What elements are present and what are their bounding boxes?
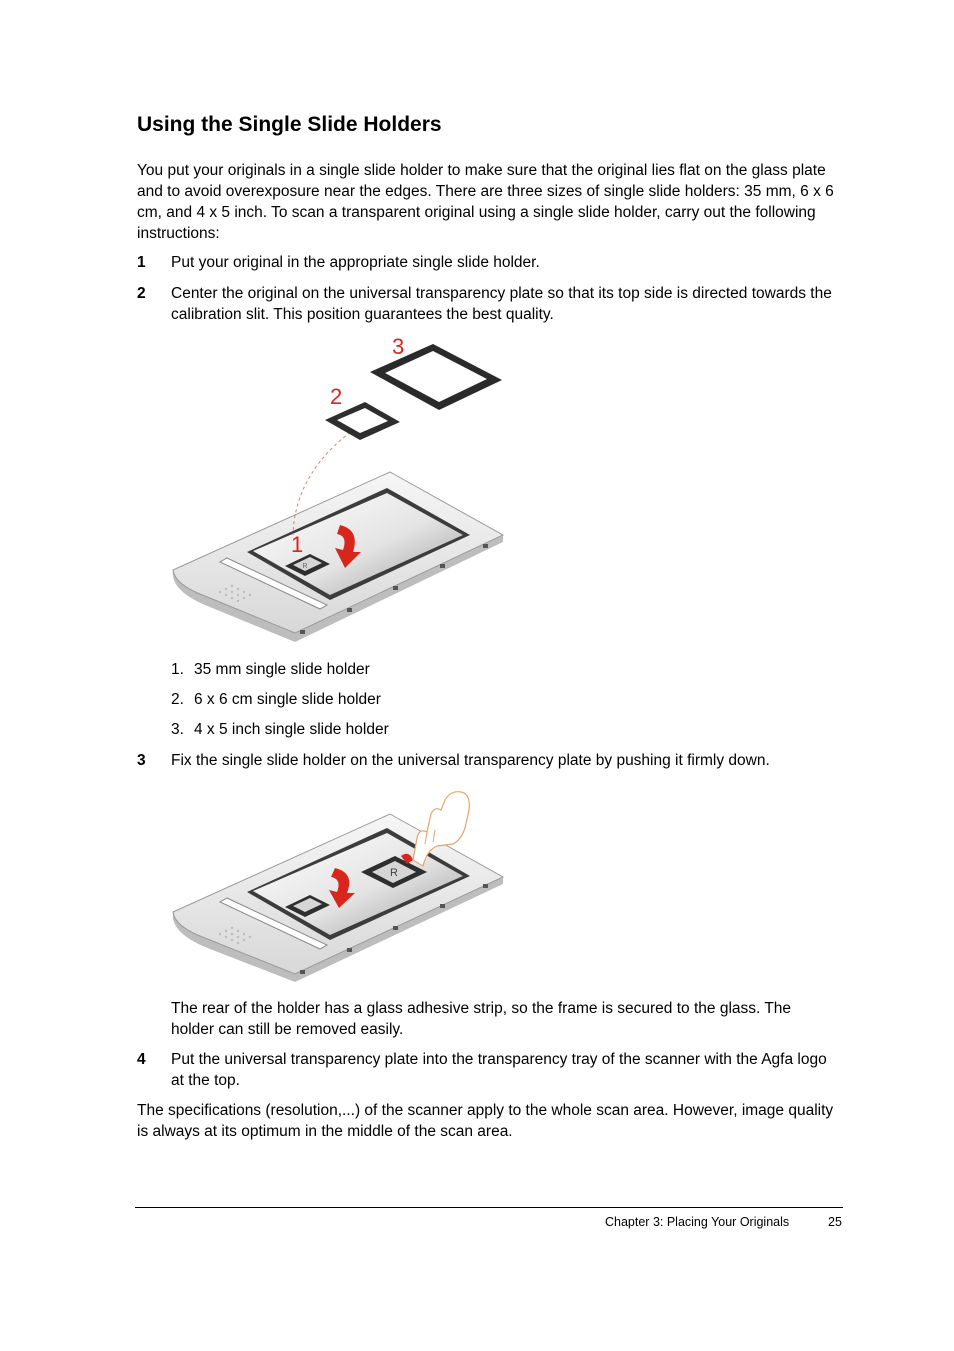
closing-paragraph: The specifications (resolution,...) of the scanner apply to the whole scan area. However, image quality is always at its optimum in the middle of the scan area. [137, 1102, 834, 1140]
intro-paragraph: You put your originals in a single slide holder to make sure that the original lies flat on the glass plate and to avoid overexposure near the edges. There are three sizes of single slide holders: 35 mm, 6 x 6 cm, and 4 x 5 inch. To scan a transparent original using a single slide holder, carry out the following instructions: [137, 162, 834, 242]
slide-letter-2: R [390, 867, 398, 879]
footer-chapter: Chapter 3: Placing Your Originals [605, 1215, 790, 1229]
4x5-holder [370, 344, 502, 410]
caption-1-number: 1. [171, 661, 184, 678]
footer-page-number: 25 [828, 1215, 842, 1229]
caption-3-text: 4 x 5 inch single slide holder [194, 721, 389, 738]
step-4-text: Put the universal transparency plate into the transparency tray of the scanner with the Agfa logo at the top. [171, 1051, 827, 1089]
note-paragraph: The rear of the holder has a glass adhesive strip, so the frame is secured to the glass. The holder can still be removed easily. [171, 1000, 792, 1038]
caption-2-number: 2. [171, 691, 184, 708]
step-3-text: Fix the single slide holder on the universal transparency plate by pushing it firmly down. [171, 752, 770, 769]
step-2-number: 2 [137, 285, 146, 302]
slide-letter-1: R [302, 563, 308, 570]
slide-holders-figure [165, 330, 515, 648]
callout-3: 3 [392, 334, 405, 359]
caption-2-text: 6 x 6 cm single slide holder [194, 691, 381, 708]
callout-2: 2 [330, 384, 343, 409]
caption-1-text: 35 mm single slide holder [194, 661, 370, 678]
caption-1 [171, 659, 370, 680]
step-2-text: Center the original on the universal transparency plate so that its top side is directed towards the calibration slit. This position guarantees the best quality. [171, 285, 832, 323]
step-4-number: 4 [137, 1051, 146, 1068]
caption-2 [171, 689, 381, 710]
page-title: Using the Single Slide Holders [137, 113, 442, 136]
footer-rule [135, 1207, 843, 1208]
step-3-number: 3 [137, 752, 146, 769]
step-1-number: 1 [137, 254, 146, 271]
callout-1: 1 [291, 532, 304, 557]
push-holder-figure [165, 780, 515, 988]
caption-3-number: 3. [171, 721, 184, 738]
step-1-text: Put your original in the appropriate single slide holder. [171, 254, 540, 271]
caption-3 [171, 719, 389, 740]
